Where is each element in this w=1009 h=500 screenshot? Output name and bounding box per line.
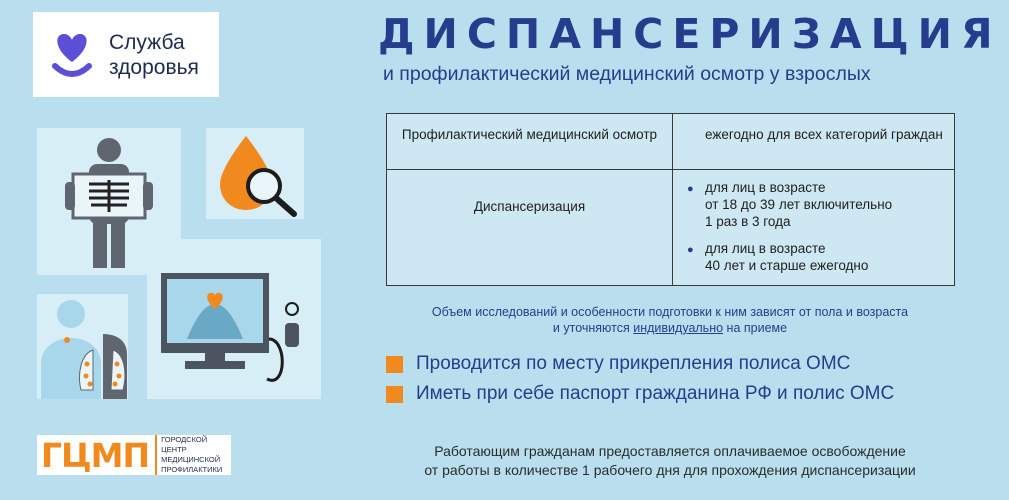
point-text: Иметь при себе паспорт гражданина РФ и полис ОМС	[416, 383, 895, 404]
service-logo-text	[109, 30, 199, 80]
bullet-line: от 18 до 39 лет включительно	[705, 197, 893, 212]
bullet-line: 1 раз в 3 года	[705, 214, 791, 229]
bullet-line: для лиц в возрасте	[705, 241, 826, 256]
list-item	[687, 179, 946, 230]
orange-square-icon	[386, 356, 403, 373]
page-title: ДИСПАНСЕРИЗАЦИЯ	[378, 10, 1002, 58]
note-line-2	[384, 320, 956, 336]
table-cell-exam-frequency: ежегодно для всех категорий граждан	[673, 114, 955, 170]
employee-note	[370, 442, 970, 480]
bullet-icon: ●	[687, 183, 694, 195]
logo-line-1: Служба	[109, 30, 185, 54]
footer-line-2: от работы в количестве 1 рабочего дня для прохождения диспансеризации	[424, 462, 916, 478]
table-cell-dispensary: Диспансеризация	[387, 170, 673, 286]
note-underlined-text: индивидуально	[633, 321, 724, 335]
table-cell-dispensary-frequency	[673, 170, 955, 286]
org-name	[155, 435, 231, 475]
lungs-body-icon	[37, 294, 128, 399]
bullet-icon: ●	[687, 244, 694, 256]
org-logo	[37, 435, 231, 475]
org-name-line: ПРОФИЛАКТИКИ	[161, 465, 223, 474]
list-item	[687, 240, 946, 274]
ultrasound-monitor-icon	[147, 239, 321, 399]
blood-drop-magnifier-icon	[206, 128, 304, 219]
bullet-line: для лиц в возрасте	[705, 180, 826, 195]
logo-line-2: здоровья	[109, 55, 199, 79]
heart-smile-logo-icon	[45, 28, 99, 82]
orange-square-icon	[386, 386, 403, 403]
scope-note	[384, 304, 956, 336]
footer-line-1: Работающим гражданам предоставляется оплачиваемое освобождение	[434, 443, 906, 459]
point-text: Проводится по месту прикрепления полиса ОМС	[416, 353, 851, 374]
table-row	[387, 170, 955, 286]
note-line-1: Объем исследований и особенности подготовки к ним зависят от пола и возраста	[431, 305, 909, 319]
service-logo	[33, 12, 219, 97]
org-name-line: ГОРОДСКОЙ ЦЕНТР	[161, 435, 208, 454]
note-text: и уточняются	[552, 321, 634, 335]
bullet-line: 40 лет и старше ежегодно	[705, 258, 869, 273]
table-row	[387, 114, 955, 170]
list-item	[386, 383, 894, 405]
page-subtitle: и профилактический медицинский осмотр у взрослых	[383, 63, 871, 85]
org-abbr: ГЦМП	[41, 435, 150, 475]
note-text: на приеме	[723, 321, 788, 335]
schedule-table	[386, 113, 955, 286]
org-name-line: МЕДИЦИНСКОЙ	[161, 455, 221, 464]
list-item	[386, 353, 850, 375]
table-cell-exam-type: Профилактический медицинский осмотр	[387, 114, 673, 170]
